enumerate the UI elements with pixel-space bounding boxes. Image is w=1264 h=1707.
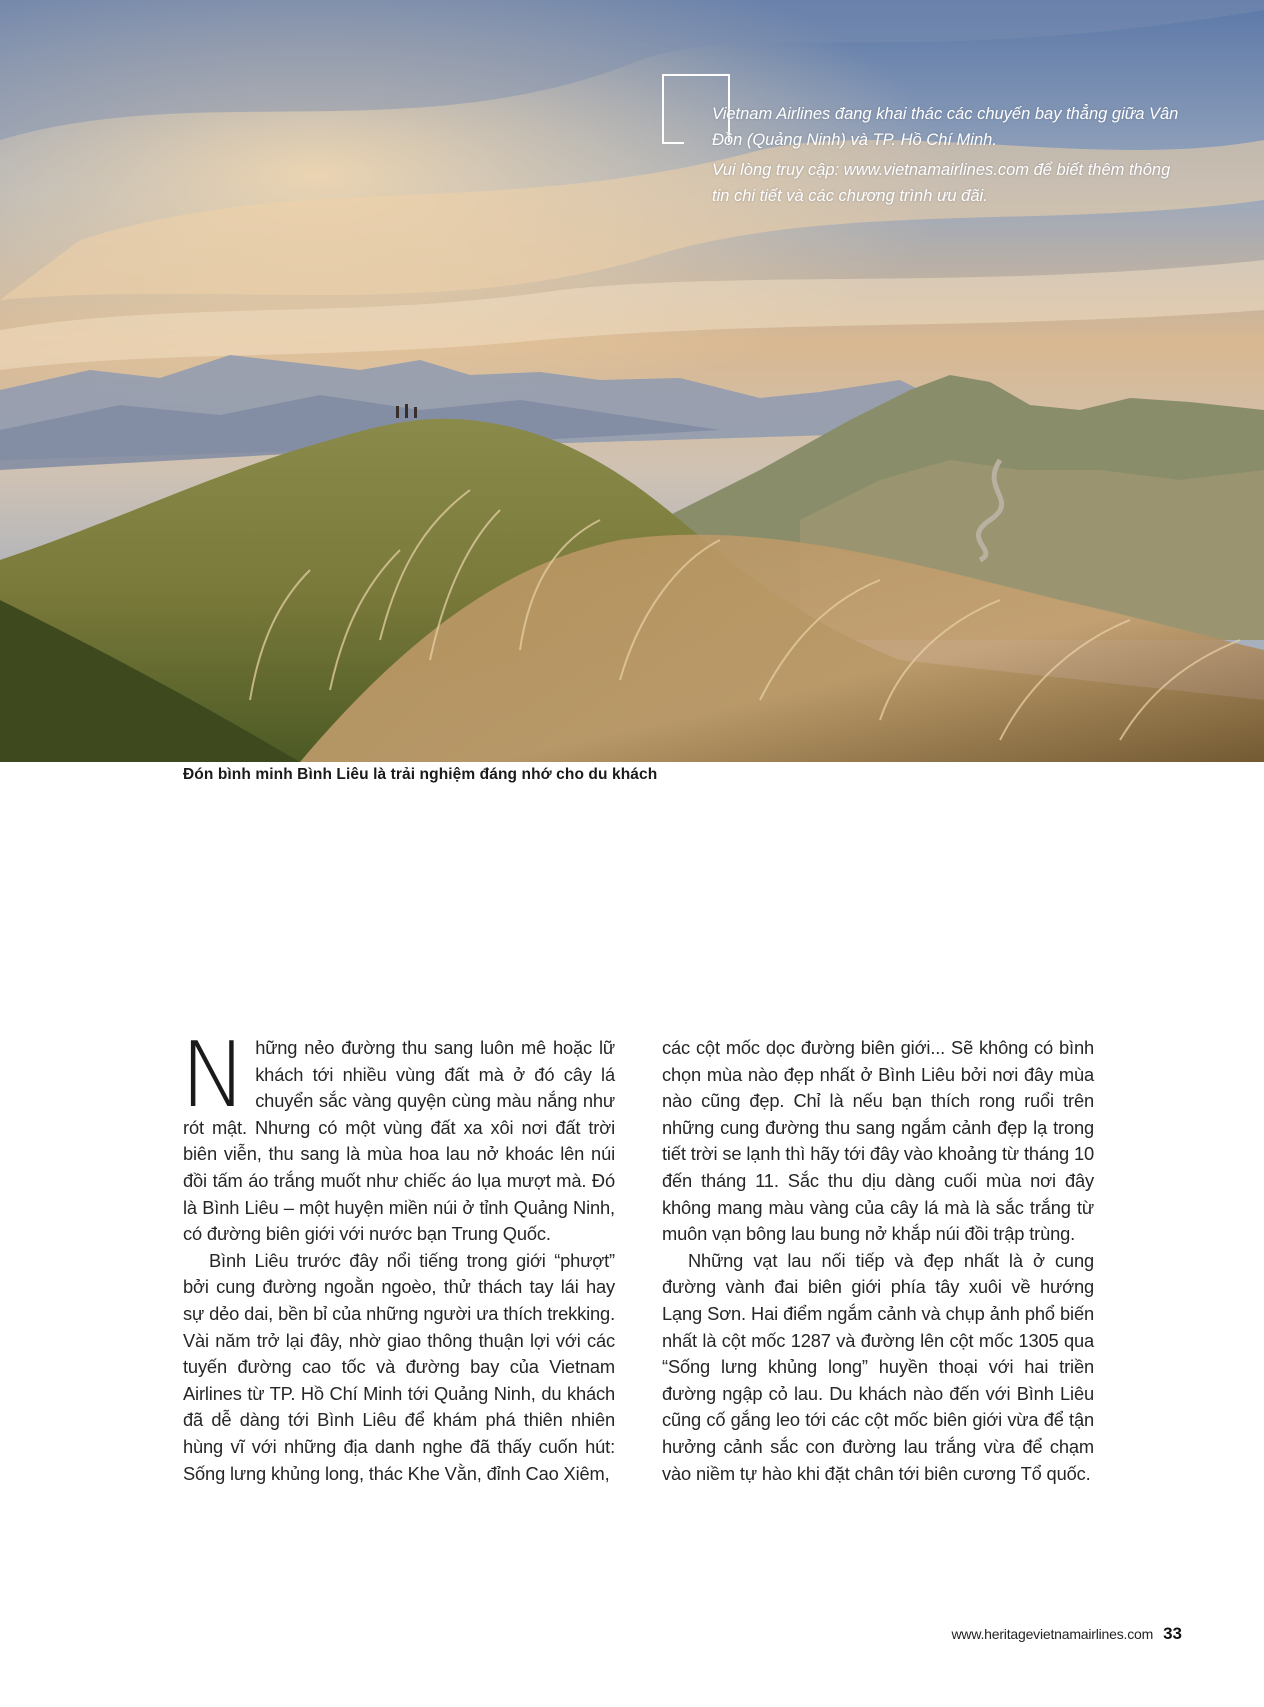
article-paragraph: các cột mốc dọc đường biên giới... Sẽ không có bình chọn mùa nào đẹp nhất ở Bình Liêu bởi nơi đây mùa nào cũng đẹp. Chỉ là nếu bạn thích rong ruổi trên những cung đường thu sang ngắm cảnh đẹp lạ trong tiết trời se lạnh thì hãy tới đây vào khoảng từ tháng 10 đến tháng 11. Sắc thu dịu dàng cuối mùa nơi đây không mang màu vàng của cây lá mà là sắc trắng từ muôn vạn bông lau bung nở khắp núi đồi trập trùng.: [662, 1037, 1094, 1245]
photo-caption: Đón bình minh Bình Liêu là trải nghiệm đáng nhớ cho du khách: [183, 766, 658, 783]
article-column-right: [662, 1035, 1094, 1487]
paragraph-text: hững nẻo đường thu sang luôn mê hoặc lữ khách tới nhiều vùng đất mà ở đó cây lá chuyển sắc vàng quyện cùng màu nắng như rót mật. Nhưng có một vùng đất xa xôi nơi đất trời biên viễn, thu sang là mùa hoa lau nở khoác lên núi đồi tấm áo trắng muốt như chiếc áo lụa mượt mà. Đó là Bình Liêu – một huyện miền núi ở tỉnh Quảng Ninh, có đường biên giới với nước bạn Trung Quốc.: [183, 1037, 615, 1245]
callout-flight-info: Vietnam Airlines đang khai thác các chuyến bay thẳng giữa Vân Đồn (Quảng Ninh) và TP. Hồ Chí Minh.: [712, 105, 1179, 149]
footer-url: www.heritagevietnamairlines.com: [951, 1626, 1154, 1642]
page-footer: [952, 1624, 1182, 1644]
article-paragraph: Bình Liêu trước đây nổi tiếng trong giới “phượt” bởi cung đường ngoằn ngoèo, thử thách tay lái hay sự dẻo dai, bền bỉ của những người ưa thích trekking. Vài năm trở lại đây, nhờ giao thông thuận lợi với các tuyến đường cao tốc và đường bay của Vietnam Airlines từ TP. Hồ Chí Minh tới Quảng Ninh, du khách đã dễ dàng tới Bình Liêu để khám phá thiên nhiên hùng vĩ với những địa danh nghe đã thấy cuốn hút: Sống lưng khủng long, thác Khe Vằn, đỉnh Cao Xiêm,: [183, 1249, 615, 1484]
article-paragraph: [180, 1023, 615, 1248]
article-column-left: [180, 1023, 615, 1487]
dropcap: N: [180, 1023, 248, 1128]
photo-callout: [712, 101, 1182, 213]
callout-website-info: Vui lòng truy cập: www.vietnamairlines.com để biết thêm thông tin chi tiết và các chương trình ưu đãi.: [712, 161, 1171, 205]
page-number: 33: [1163, 1624, 1182, 1643]
article-paragraph: Những vạt lau nối tiếp và đẹp nhất là ở cung đường vành đai biên giới phía tây xuôi về hướng Lạng Sơn. Hai điểm ngắm cảnh và chụp ảnh phổ biến nhất là cột mốc 1287 và đường lên cột mốc 1305 qua “Sống lưng khủng long” huyền thoại với hai triền đường ngập cỏ lau. Du khách nào đến với Bình Liêu cũng cố gắng leo tới các cột mốc biên giới vừa để tận hưởng cảnh sắc con đường lau trắng vừa để chạm vào niềm tự hào khi đặt chân tới biên cương Tổ quốc.: [662, 1249, 1094, 1484]
